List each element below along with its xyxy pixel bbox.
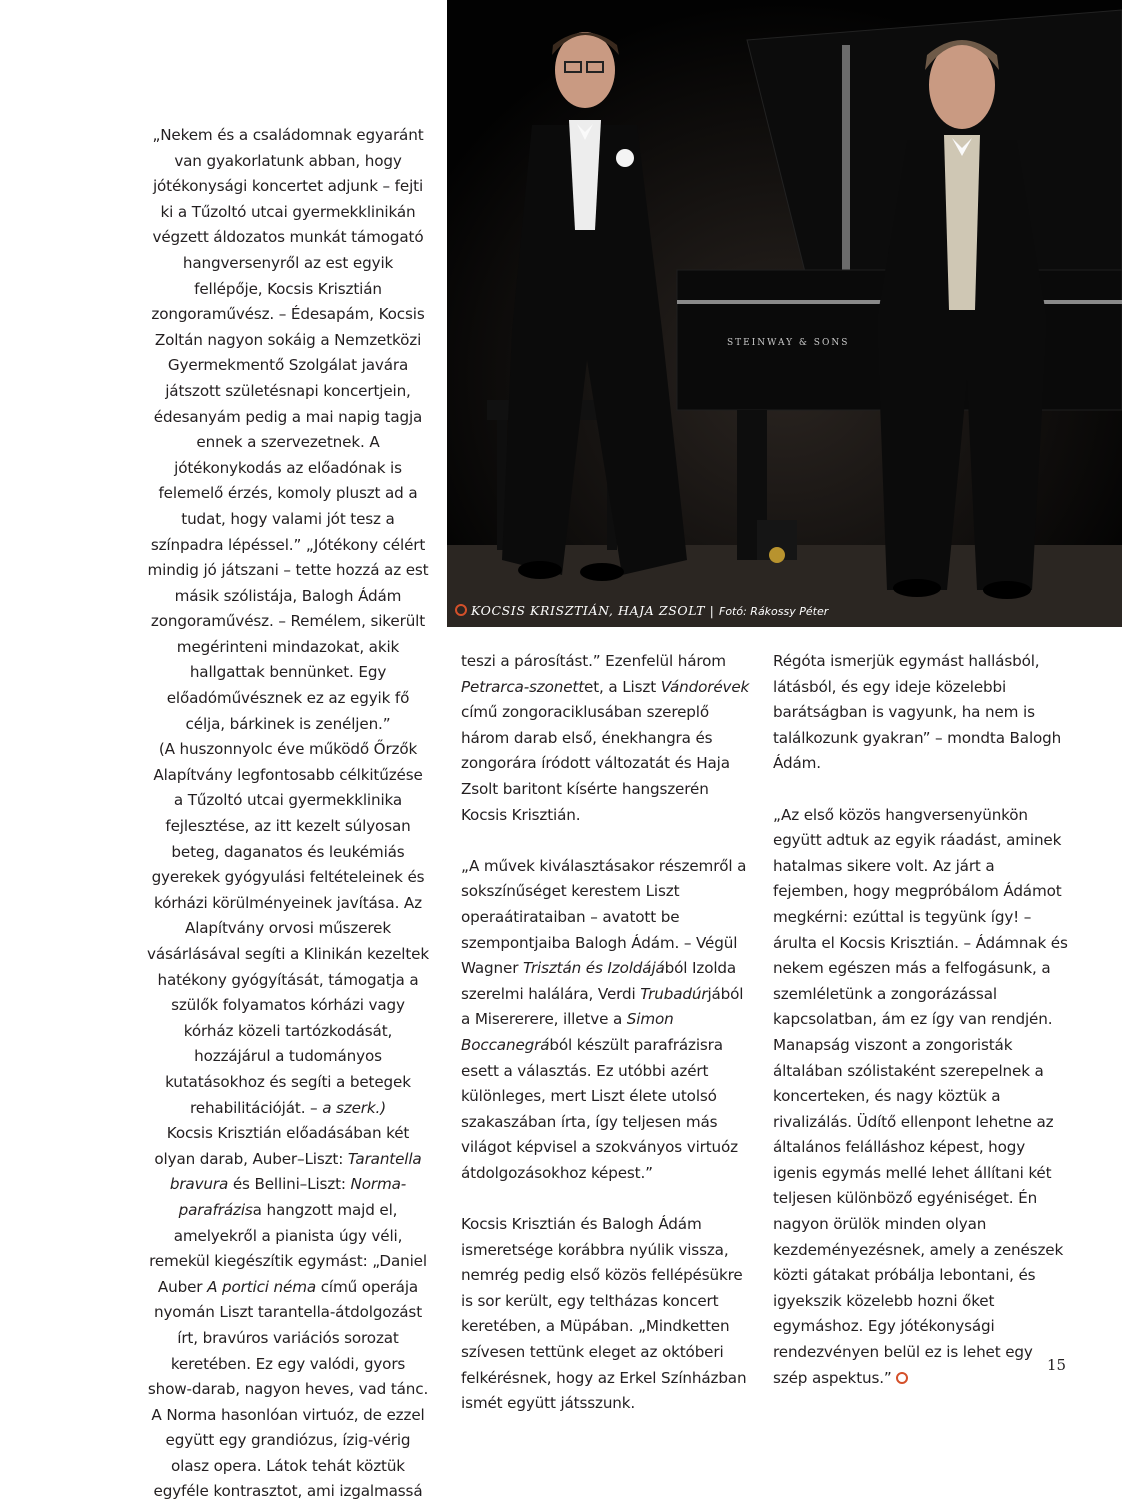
text-run: „Az első közös hangversenyünkön együtt adtuk az egyik ráadást, aminek hatalmas sikere volt. Az járt a fejemben, hogy megpróbálom Ádámot megkérni: ezúttal is tegyünk így! – árulta el Kocsis Krisztián. – Ádámnak és nekem egészen más a felfogásunk, a szemléletünk a zongorázással kapcsolatban, ám ez így van rendjén. Manapság viszont a zongoristák általában szólistaként szerepelnek a koncerteken, és nagy köztük a rivalizálás. Üdítő ellenpont lehetne az általános felálláshoz képest, hogy igenis egymás mellé lehet állítani két teljesen különböző egyéniséget. Én nagyon örülök minden olyan kezdeményezésnek, amely a zenészek közti gátakat próbálja lebontani, és igyekszik közelebb hozni őket egymáshoz. Egy jótékonysági rendezvényen belül ez is lehet egy szép aspektus.” [773,805,1068,1387]
paragraph-closing-quote [773,803,1069,1392]
concert-photo-illustration [447,0,1122,627]
work-title: A portici néma [207,1277,317,1296]
paragraph-quote-kocsis: „Nekem és a családomnak egyaránt van gyakorlatunk abban, hogy jótékonysági koncertet adjunk – fejti ki a Tűzoltó utcai gyermekklinikán végzett áldozatos munkát támogató hangversenyről az est egyik fellépője, Kocsis Krisztián zongoraművész. – Édesapám, Kocsis Zoltán nagyon sokáig a Nemzetközi Gyermekmentő Szolgálat javára játszott születésnapi koncertjein, édesanyám pedig a mai napig tagja ennek a szervezetnek. A jótékonykodás az előadónak is felemelő érzés, komoly pluszt ad a tudat, hogy valami jót tesz a színpadra lépéssel.” „Jótékony célért mindig jó játszani – tette hozzá az est másik szólistája, Balogh Ádám zongoraművész. – Remélem, sikerült megérinteni mindazokat, akik hallgattak bennünket. Egy előadóművésznek ez az egyik fő célja, bárkinek is zenéljen.” [147,126,429,733]
photo-caption [455,603,1115,618]
text-run: teszi a párosítást.” Ezenfelül három [461,652,726,670]
paragraph-petrarca [461,649,753,828]
page-number: 15 [1047,1356,1067,1374]
piano-brand-logo: STEINWAY & SONS [727,338,850,348]
piano-pedal [769,547,785,563]
text-run: Kocsis Krisztián előadásában két olyan darab, Auber–Liszt: [154,1124,410,1168]
paragraph-acquaintance: Kocsis Krisztián és Balogh Ádám ismeretsége korábbra nyúlik vissza, nemrég pedig első közös fellépésükre is sor került, egy teltházas koncert keretében, a Müpában. „Mindketten szívesen tettünk eleget az októberi felkérésnek, hogy az Erkel Színházban ismét együtt játsszunk. [461,1215,747,1413]
piano-lid-prop [842,45,850,285]
paragraph-friendship: Régóta ismerjük egymást hallásból, látásból, és egy ideje közelebbi barátságban is vagyunk, ha nem is találkozunk gyakran” – mondta Balogh Ádám. [773,652,1062,773]
work-title: Trisztán és Izoldájá [522,959,665,978]
work-title: Vándorévek [660,677,750,696]
foundation-note-text: (A huszonnyolc éve működő Őrzők Alapítvány legfontosabb célkitűzése a Tűzoltó utcai gyermekklinika fejlesztése, az itt kezelt súlyosan beteg, daganatos és leukémiás gyerekek gyógyulási feltételeinek és kórházi körülményeinek javítása. Az Alapítvány orvosi műszerek vásárlásával segíti a Klinikán kezeltek hatékony gyógyítását, támogatja a szülők folyamatos kórházi vagy kórház közeli tartózkodását, hozzájárul a tudományos kutatásokhoz és segíti a betegek rehabilitációját. – [147,740,430,1117]
work-title: Petrarca-szonett [461,677,585,696]
article-column-left [147,123,429,1505]
text-run: et, a Liszt [584,677,661,696]
caption-names: KOCSIS KRISZTIÁN, HAJA ZSOLT [471,603,706,618]
photo-credit: Fotó: Rákossy Péter [719,605,829,618]
end-of-article-icon [896,1372,908,1384]
text-run: című zongoraciklusában szereplő három darab első, énekhangra és zongorára íródott változatát és Haja Zsolt baritont kísérte hangszerén Kocsis Krisztián. [461,703,730,824]
article-column-right [773,649,1069,1391]
text-run: és Bellini–Liszt: [228,1175,351,1194]
work-title: Simon Boccanegrá [461,1010,674,1054]
concert-photo [447,0,1122,627]
text-run: „A művek kiválasztásakor részemről a sokszínűséget kerestem Liszt operaátirataiban – avatott be szempontjaiba Balogh Ádám. – Végül Wagner [461,856,747,978]
work-title: Trubadúr [640,984,708,1003]
paragraph-program [147,1121,429,1505]
text-run: a hangzott majd el, amelyekről a pianista úgy véli, remekül kiegészítik egymást: „Daniel Auber [149,1200,427,1296]
caption-ring-icon [455,604,467,616]
text-run: ból Izolda szerelmi halálára, Verdi [461,959,737,1003]
text-run: ból készült parafrázisra esett a választás. Ez utóbbi azért különleges, mert Liszt élete utolsó szakaszában írta, így teljesen más világot képvisel a szokványos virtuóz átdolgozásokhoz képest.” [461,1035,738,1182]
work-title: Tarantella bravura [169,1149,422,1194]
editor-note: a szerk.) [322,1098,386,1117]
caption-separator: | [705,603,719,618]
work-title: Norma-parafrázis [178,1175,407,1219]
paragraph-foundation-note [147,737,429,1121]
article-column-middle [461,649,753,1417]
text-run: jából a Misererere, illetve a [461,984,744,1029]
paragraph-quote-balogh [461,854,753,1187]
text-run: című operája nyomán Liszt tarantella-átdolgozást írt, bravúros variációs sorozat keretében. Ez egy valódi, gyors show-darab, nagyon heves, vad tánc. A Norma hasonlóan virtuóz, de ezzel együtt egy grandiózus, ízig-vérig olasz opera. Látok tehát köztük egyféle kontrasztot, ami izgalmassá [147,1277,429,1501]
